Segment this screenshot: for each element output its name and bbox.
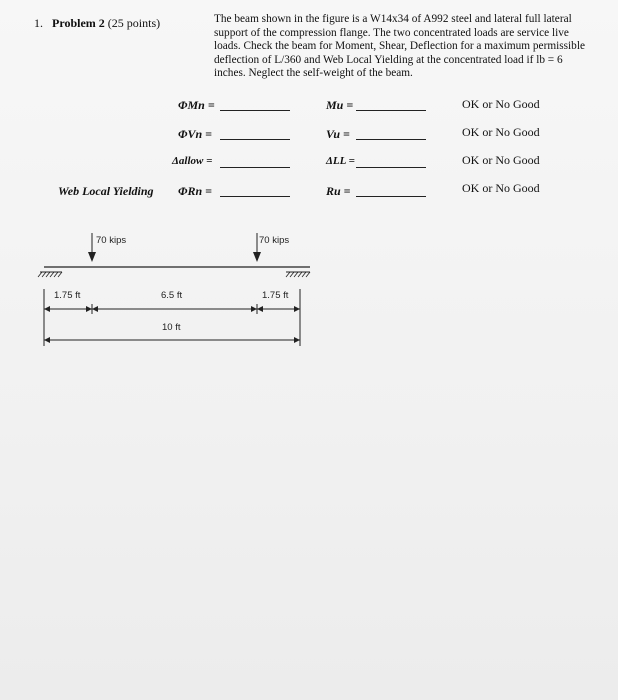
problem-number: 1.: [34, 16, 43, 30]
dim-arrow-lower-right: [294, 337, 300, 343]
load-left-label: 70 kips: [96, 235, 127, 246]
load-arrow-left-head: [88, 252, 96, 262]
dim-arrow-lower-left: [44, 337, 50, 343]
dim-arrow-tick-right-b: [257, 306, 263, 312]
left-support-hatch: [38, 272, 62, 277]
problem-title-text: Problem 2: [52, 16, 105, 30]
dim-left-label: 1.75 ft: [54, 290, 81, 301]
deflection-status: OK or No Good: [462, 153, 540, 167]
phi-mn-label: ΦMn =: [178, 98, 215, 112]
mu-label: Mu =: [326, 98, 354, 112]
web-local-yielding-label: Web Local Yielding: [58, 184, 154, 198]
right-support-hatch: [286, 272, 310, 277]
phi-rn-label: ΦRn =: [178, 184, 212, 198]
ru-label: Ru =: [326, 184, 351, 198]
dim-arrow-tick-left-b: [92, 306, 98, 312]
moment-status: OK or No Good: [462, 97, 540, 111]
delta-ll-label: ΔLL =: [326, 155, 355, 167]
dim-arrow-tick-left-a: [86, 306, 92, 312]
dim-arrow-upper-left: [44, 306, 50, 312]
shear-status: OK or No Good: [462, 125, 540, 139]
dim-middle-label: 6.5 ft: [161, 290, 183, 301]
load-right-label: 70 kips: [259, 235, 290, 246]
dim-total-label: 10 ft: [162, 322, 181, 333]
load-arrow-right-head: [253, 252, 261, 262]
phi-vn-label: ΦVn =: [178, 127, 212, 141]
dim-arrow-tick-right-a: [251, 306, 257, 312]
dim-right-label: 1.75 ft: [262, 290, 289, 301]
wly-status: OK or No Good: [462, 181, 540, 195]
vu-label: Vu =: [326, 127, 350, 141]
delta-allow-label: Δallow =: [172, 155, 213, 167]
dim-arrow-upper-right: [294, 306, 300, 312]
problem-statement: The beam shown in the figure is a W14x34 of A992 steel and lateral full lateral support of the compression flange. The two concentrated loads are service live loads. Check the beam for Moment, Shear, Deflection for a maximum permissible deflection of L/360 and Web Local Yielding at the concentrated load if lb = 6 inches. Neglect the self-weight of the beam.: [214, 13, 585, 80]
problem-points: (25 points): [107, 16, 161, 30]
